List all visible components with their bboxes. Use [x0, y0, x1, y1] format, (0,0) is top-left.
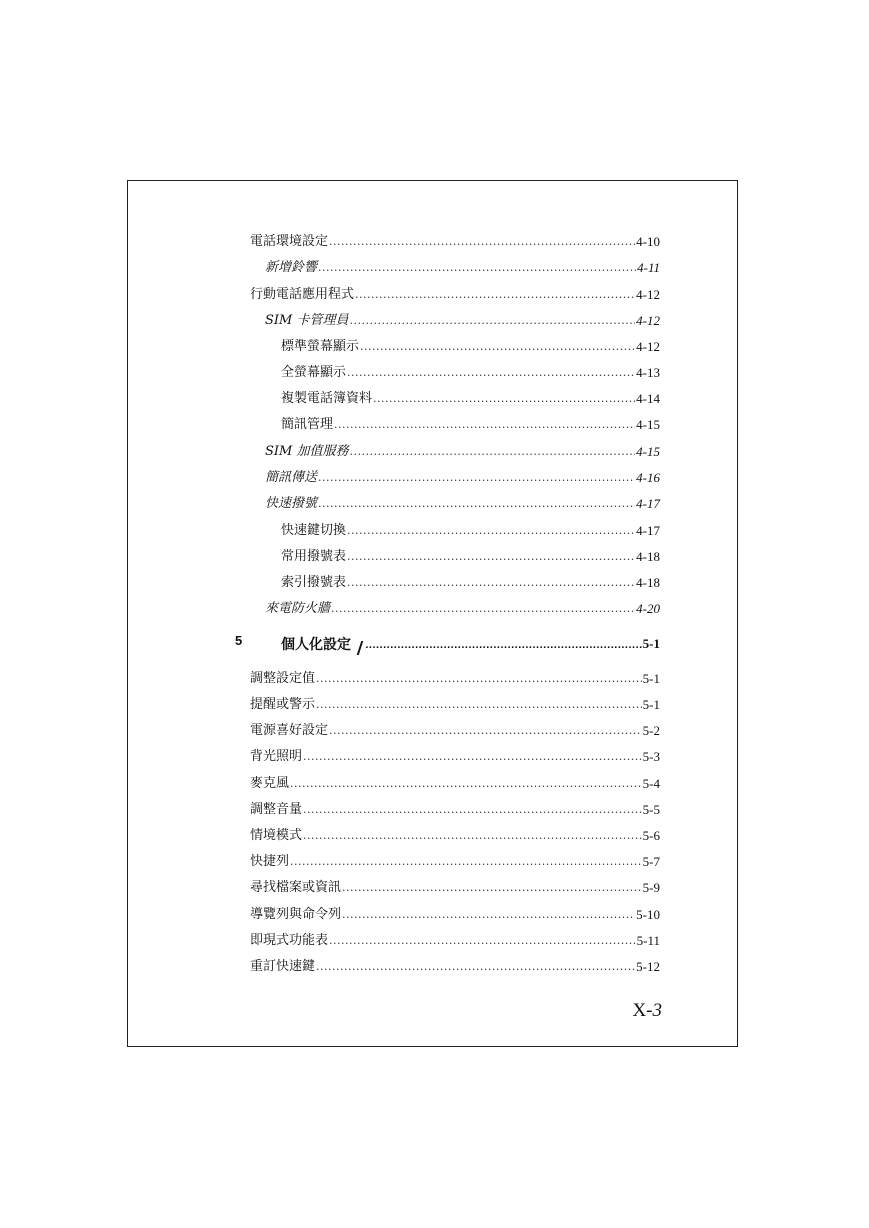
toc-entry[interactable] — [0, 519, 869, 539]
toc-entry-title: SIM 卡管理員 — [265, 313, 349, 328]
toc-entry-page: 5-3 — [642, 749, 660, 764]
toc-leader-dots — [342, 907, 635, 923]
toc-leader-dots — [318, 470, 635, 486]
toc-entry[interactable] — [0, 798, 869, 818]
toc-entry-page: 4-14 — [636, 391, 660, 406]
toc-entry-title: 簡訊傳送 — [265, 470, 318, 485]
toc-entry-page: 5-1 — [642, 671, 660, 686]
toc-entry-page: 5-9 — [642, 880, 660, 895]
page-number-prefix: X- — [632, 1000, 653, 1021]
toc-entry-page: 4-12 — [636, 339, 660, 354]
page-number-value: 3 — [652, 1000, 662, 1021]
toc-entry-title: 標準螢幕顯示 — [281, 339, 360, 354]
toc-entry[interactable] — [0, 667, 869, 687]
toc-entry-title: 情境模式 — [250, 828, 303, 843]
toc-entry-page: 4-18 — [636, 575, 660, 590]
toc-leader-dots — [350, 313, 636, 329]
toc-leader-dots — [365, 637, 641, 653]
toc-entry[interactable] — [0, 230, 869, 250]
toc-entry-title: 簡訊管理 — [281, 417, 334, 432]
toc-entry[interactable] — [0, 876, 869, 896]
toc-leader-dots — [318, 260, 636, 276]
toc-entry[interactable] — [0, 413, 869, 433]
toc-entry-page: 5-5 — [642, 802, 660, 817]
toc-leader-dots — [347, 549, 635, 565]
toc-entry[interactable] — [0, 719, 869, 739]
toc-entry-title: 常用撥號表 — [281, 549, 347, 564]
toc-entry-title: SIM 加值服務 — [265, 444, 349, 459]
toc-entry[interactable] — [0, 955, 869, 975]
toc-entry[interactable] — [0, 492, 869, 512]
toc-entry[interactable] — [0, 466, 869, 486]
toc-entry-page: 5-2 — [642, 723, 660, 738]
toc-entry-title: 快速撥號 — [265, 496, 318, 511]
toc-entry-page: 4-17 — [636, 496, 660, 511]
toc-entry-title: 調整設定值 — [250, 671, 316, 686]
toc-leader-dots — [303, 749, 642, 765]
toc-entry-page: 5-10 — [636, 907, 660, 922]
toc-entry[interactable] — [0, 745, 869, 765]
toc-leader-dots — [347, 523, 635, 539]
toc-entry-title: 行動電話應用程式 — [250, 287, 355, 302]
toc-leader-dots — [347, 365, 635, 381]
toc-entry[interactable] — [0, 929, 869, 949]
toc-entry[interactable] — [0, 772, 869, 792]
toc-leader-dots — [303, 828, 642, 844]
toc-entry[interactable] — [0, 335, 869, 355]
toc-entry-title: 新增鈴響 — [265, 260, 318, 275]
toc-entry[interactable] — [0, 283, 869, 303]
toc-entry-title: 複製電話簿資料 — [281, 391, 373, 406]
toc-leader-dots — [342, 880, 642, 896]
toc-entry[interactable] — [0, 545, 869, 565]
toc-entry-page: 4-12 — [636, 287, 660, 302]
chapter-page: 5-1 — [642, 636, 660, 651]
toc-leader-dots — [329, 933, 636, 949]
toc-leader-dots — [373, 391, 635, 407]
toc-entry-title: 導覽列與命令列 — [250, 907, 342, 922]
toc-entry-title: 索引撥號表 — [281, 575, 347, 590]
toc-entry[interactable] — [0, 309, 869, 329]
chapter-marker-icon — [357, 641, 364, 655]
toc-entry-page: 4-17 — [636, 523, 660, 538]
toc-leader-dots — [303, 802, 642, 818]
toc-entry-page: 4-16 — [636, 470, 660, 485]
toc-entry-title: 快速鍵切換 — [281, 523, 347, 538]
toc-leader-dots — [331, 601, 635, 617]
toc-leader-dots — [316, 671, 642, 687]
toc-entry[interactable] — [0, 387, 869, 407]
toc-entry[interactable] — [0, 903, 869, 923]
toc-entry[interactable] — [0, 824, 869, 844]
toc-leader-dots — [334, 417, 635, 433]
toc-entry-title: 尋找檔案或資訊 — [250, 880, 342, 895]
toc-entry[interactable] — [0, 361, 869, 381]
toc-entry-page: 4-15 — [636, 417, 660, 432]
toc-entry-title: 即現式功能表 — [250, 933, 329, 948]
page-number — [632, 1000, 662, 1022]
toc-entry-page: 4-20 — [636, 601, 660, 616]
toc-entry-title: 快捷列 — [250, 854, 290, 869]
toc-entry-title: 重訂快速鍵 — [250, 959, 316, 974]
toc-leader-dots — [290, 854, 642, 870]
toc-entry-page: 5-12 — [636, 959, 660, 974]
toc-entry[interactable] — [0, 850, 869, 870]
toc-chapter-heading[interactable] — [0, 631, 869, 653]
toc-entry-page: 4-13 — [636, 365, 660, 380]
toc-entry-page: 5-4 — [642, 776, 660, 791]
toc-entry-page: 4-18 — [636, 549, 660, 564]
toc-leader-dots — [329, 723, 642, 739]
toc-entry-page: 5-1 — [642, 697, 660, 712]
toc-entry[interactable] — [0, 693, 869, 713]
toc-entry-page: 4-12 — [636, 313, 660, 328]
toc-leader-dots — [360, 339, 635, 355]
toc-leader-dots — [347, 575, 635, 591]
toc-entry-page: 4-15 — [636, 444, 660, 459]
toc-entry-page: 5-6 — [642, 828, 660, 843]
toc-entry-page: 5-7 — [642, 854, 660, 869]
toc-leader-dots — [350, 444, 636, 460]
toc-leader-dots — [329, 234, 635, 250]
toc-entry-title: 調整音量 — [250, 802, 303, 817]
toc-entry-title: 電話環境設定 — [250, 234, 329, 249]
toc-entry-page: 5-11 — [636, 933, 660, 948]
toc-entry-title: 背光照明 — [250, 749, 303, 764]
toc-entry-title: 麥克風 — [250, 776, 290, 791]
chapter-number: 5 — [235, 633, 243, 648]
toc-entry[interactable] — [0, 597, 869, 617]
toc-leader-dots — [316, 959, 635, 975]
toc-entry-title: 提醒或警示 — [250, 697, 316, 712]
toc-entry[interactable] — [0, 256, 869, 276]
toc-entry[interactable] — [0, 571, 869, 591]
toc-leader-dots — [355, 287, 635, 303]
toc-entry-title: 來電防火牆 — [265, 601, 331, 616]
toc-leader-dots — [318, 496, 635, 512]
toc-entry-title: 全螢幕顯示 — [281, 365, 347, 380]
toc-leader-dots — [316, 697, 642, 713]
chapter-title: 個人化設定 — [281, 636, 351, 652]
toc-leader-dots — [290, 776, 642, 792]
toc-entry-page: 4-10 — [636, 234, 660, 249]
toc-entry[interactable] — [0, 440, 869, 460]
toc-entry-title: 電源喜好設定 — [250, 723, 329, 738]
toc-entry-page: 4-11 — [637, 260, 660, 275]
